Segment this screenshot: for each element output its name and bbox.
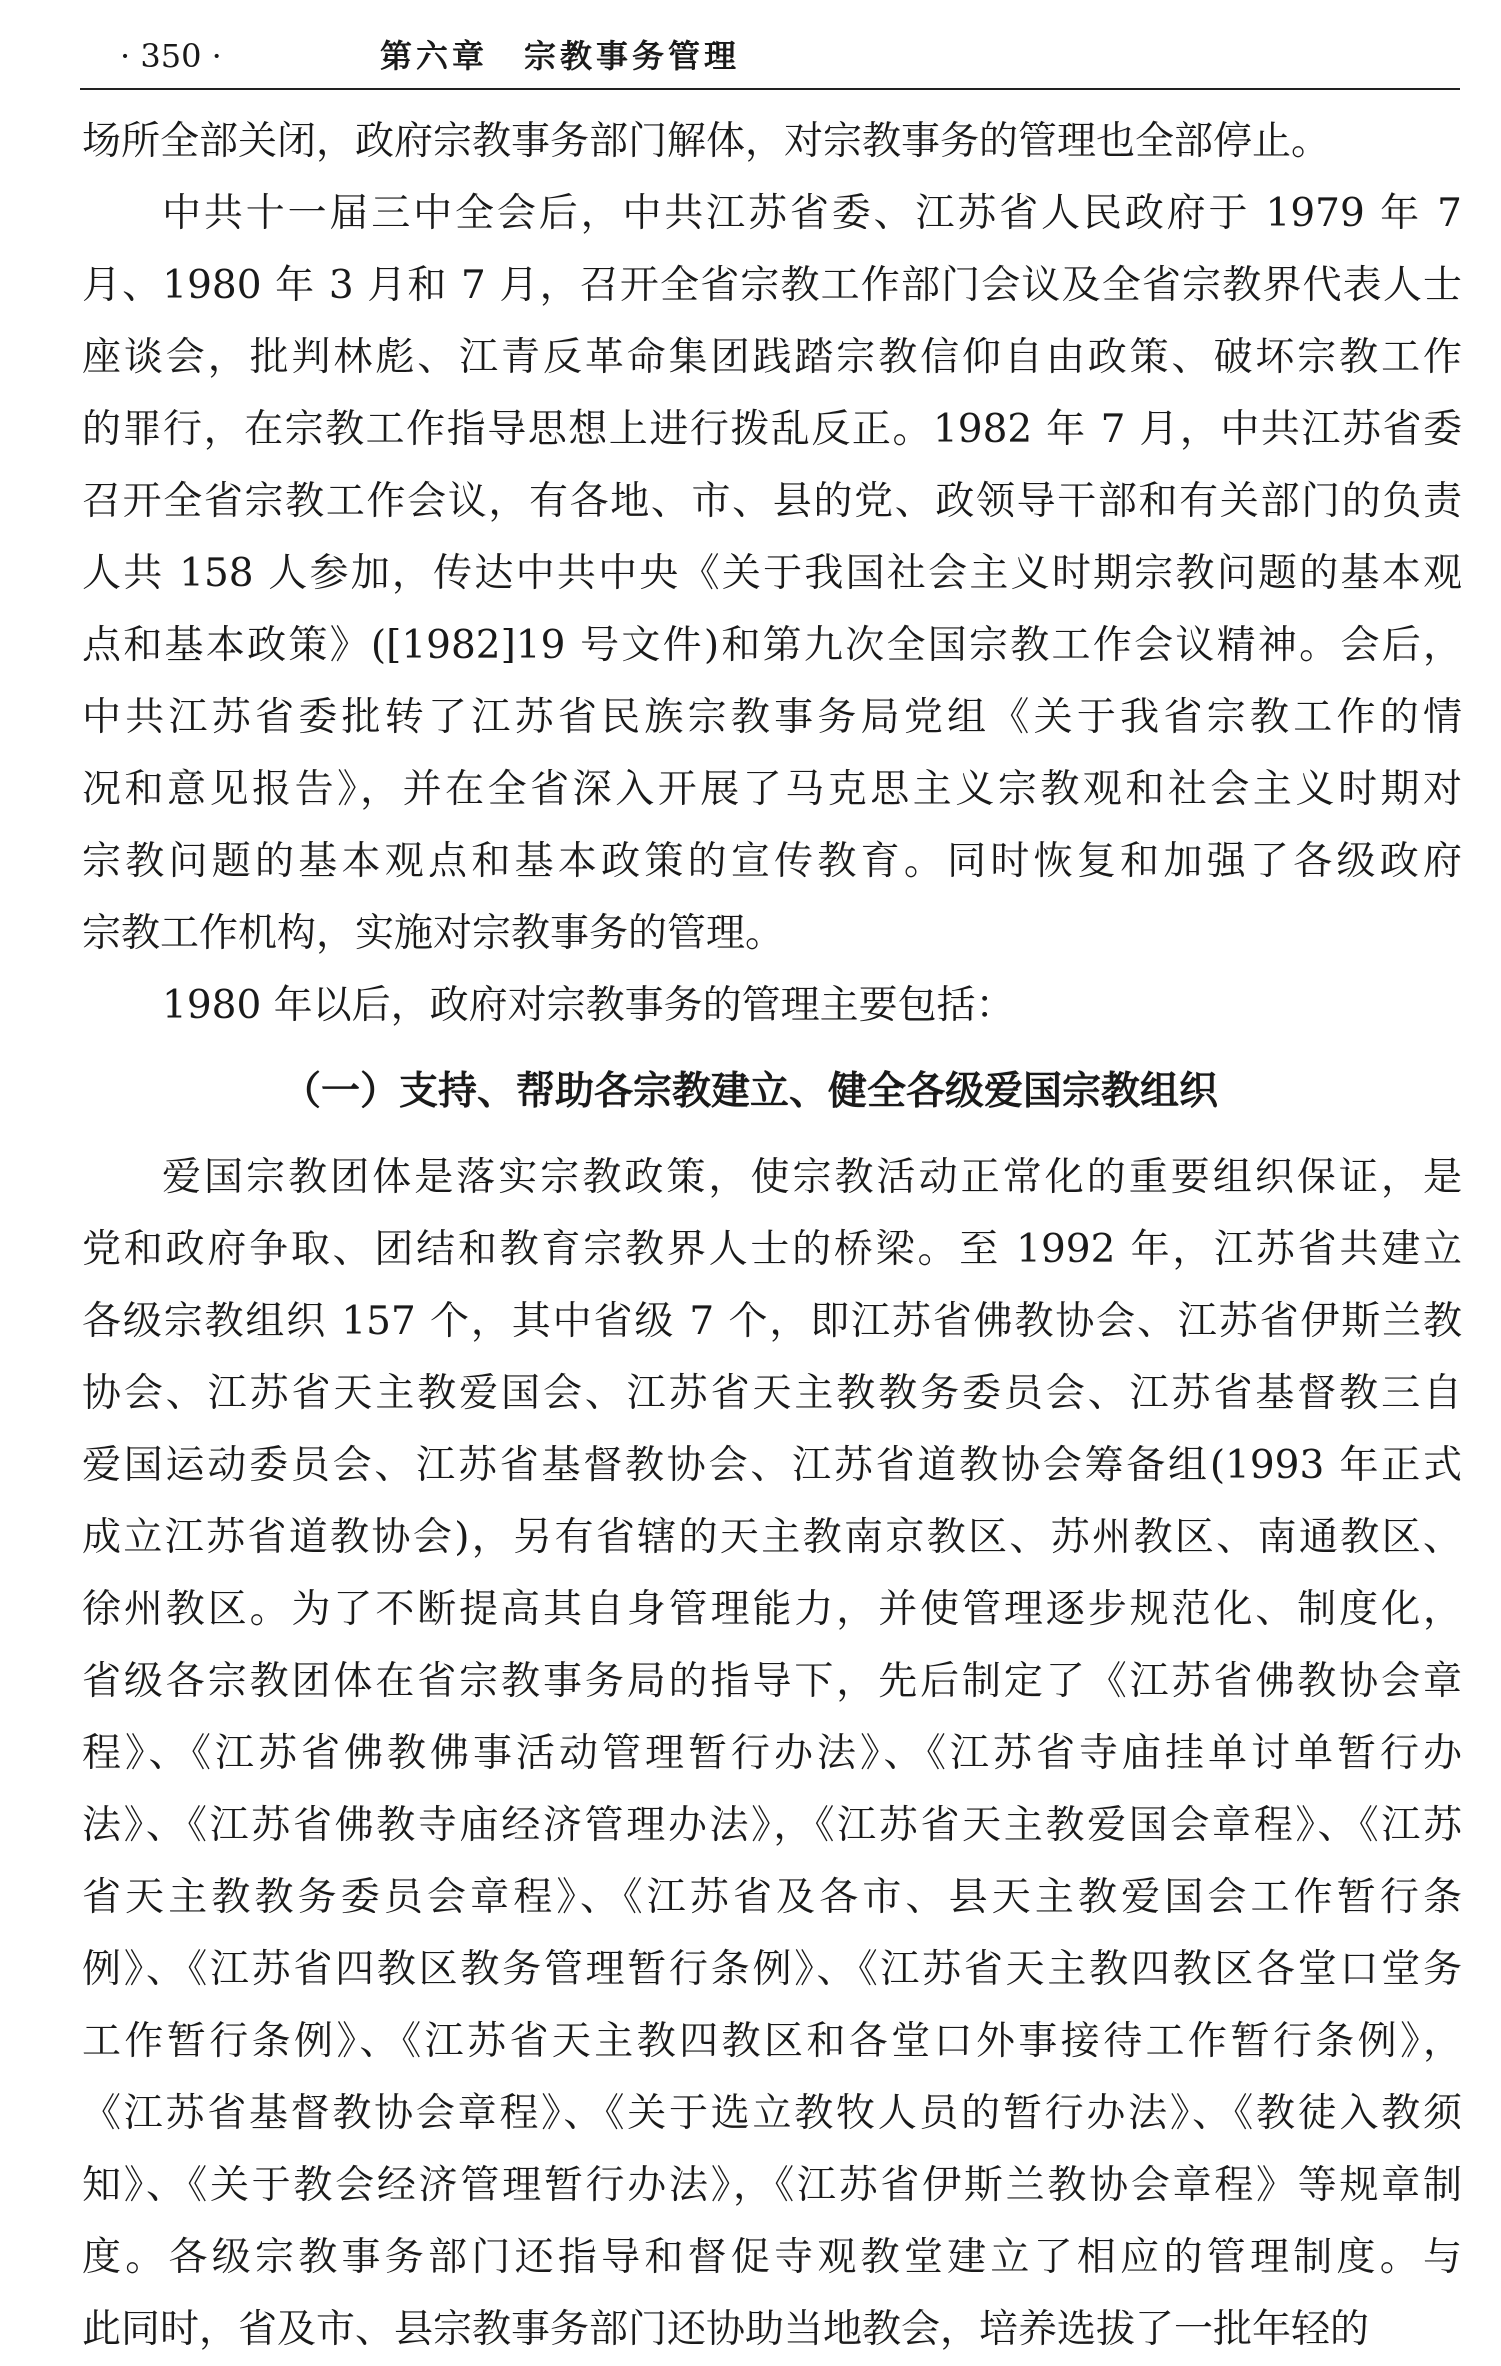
text-line: 人共 158 人参加，传达中共中央《关于我国社会主义时期宗教问题的基本观 [82,551,1462,596]
text-line: 工作暂行条例》、《江苏省天主教四教区和各堂口外事接待工作暂行条例》， [82,2019,1462,2064]
text-line: 中共十一届三中全会后，中共江苏省委、江苏省人民政府于 1979 年 7 [162,191,1462,236]
text-line: 宗教问题的基本观点和基本政策的宣传教育。同时恢复和加强了各级政府 [82,839,1462,884]
text-line: 省级各宗教团体在省宗教事务局的指导下，先后制定了《江苏省佛教协会章 [82,1659,1462,1704]
running-header [80,28,1460,84]
text-line: 点和基本政策》([1982]19 号文件)和第九次全国宗教工作会议精神。会后， [82,623,1462,668]
text-line: 徐州教区。为了不断提高其自身管理能力，并使管理逐步规范化、制度化， [82,1587,1462,1632]
text-line: 爱国宗教团体是落实宗教政策，使宗教活动正常化的重要组织保证，是 [162,1155,1462,1200]
text-line: 《江苏省基督教协会章程》、《关于选立教牧人员的暂行办法》、《教徒入教须 [82,2091,1462,2136]
text-line: 场所全部关闭，政府宗教事务部门解体，对宗教事务的管理也全部停止。 [82,119,1331,164]
text-line: 度。各级宗教事务部门还指导和督促寺观教堂建立了相应的管理制度。与 [82,2235,1462,2280]
page-body [82,106,1462,2366]
text-line: 知》、《关于教会经济管理暂行办法》，《江苏省伊斯兰教协会章程》等规章制 [82,2163,1462,2208]
text-line: 程》、《江苏省佛教佛事活动管理暂行办法》、《江苏省寺庙挂单讨单暂行办 [82,1731,1462,1776]
text-line: 协会、江苏省天主教爱国会、江苏省天主教教务委员会、江苏省基督教三自 [82,1371,1462,1416]
text-line: 成立江苏省道教协会)，另有省辖的天主教南京教区、苏州教区、南通教区、 [82,1515,1462,1560]
text-line: 法》、《江苏省佛教寺庙经济管理办法》，《江苏省天主教爱国会章程》、《江苏 [82,1803,1462,1848]
text-line: 宗教工作机构，实施对宗教事务的管理。 [82,911,785,956]
text-line: 召开全省宗教工作会议，有各地、市、县的党、政领导干部和有关部门的负责 [82,479,1462,524]
text-line: 中共江苏省委批转了江苏省民族宗教事务局党组《关于我省宗教工作的情 [82,695,1462,740]
text-line: 各级宗教组织 157 个，其中省级 7 个，即江苏省佛教协会、江苏省伊斯兰教 [82,1299,1462,1344]
text-line: 此同时，省及市、县宗教事务部门还协助当地教会，培养选拔了一批年轻的 [82,2307,1370,2352]
text-line: 1980 年以后，政府对宗教事务的管理主要包括： [162,983,1015,1028]
text-line: 月、1980 年 3 月和 7 月，召开全省宗教工作部门会议及全省宗教界代表人士 [82,263,1462,308]
text-line: 的罪行，在宗教工作指导思想上进行拨乱反正。1982 年 7 月，中共江苏省委 [82,407,1462,452]
text-line: 爱国运动委员会、江苏省基督教协会、江苏省道教协会筹备组(1993 年正式 [82,1443,1462,1488]
text-line: 况和意见报告》，并在全省深入开展了马克思主义宗教观和社会主义时期对 [82,767,1462,812]
page-number: · 350 · [120,37,222,75]
text-line: 例》、《江苏省四教区教务管理暂行条例》、《江苏省天主教四教区各堂口堂务 [82,1947,1462,1992]
text-line: 座谈会，批判林彪、江青反革命集团践踏宗教信仰自由政策、破坏宗教工作 [82,335,1462,380]
text-line: 省天主教教务委员会章程》、《江苏省及各市、县天主教爱国会工作暂行条 [82,1875,1462,1920]
section-heading: （一）支持、帮助各宗教建立、健全各级爱国宗教组织 [282,1069,1219,1114]
chapter-title: 第六章 宗教事务管理 [380,37,741,75]
header-rule [80,88,1460,90]
text-line: 党和政府争取、团结和教育宗教界人士的桥梁。至 1992 年，江苏省共建立 [82,1227,1462,1272]
